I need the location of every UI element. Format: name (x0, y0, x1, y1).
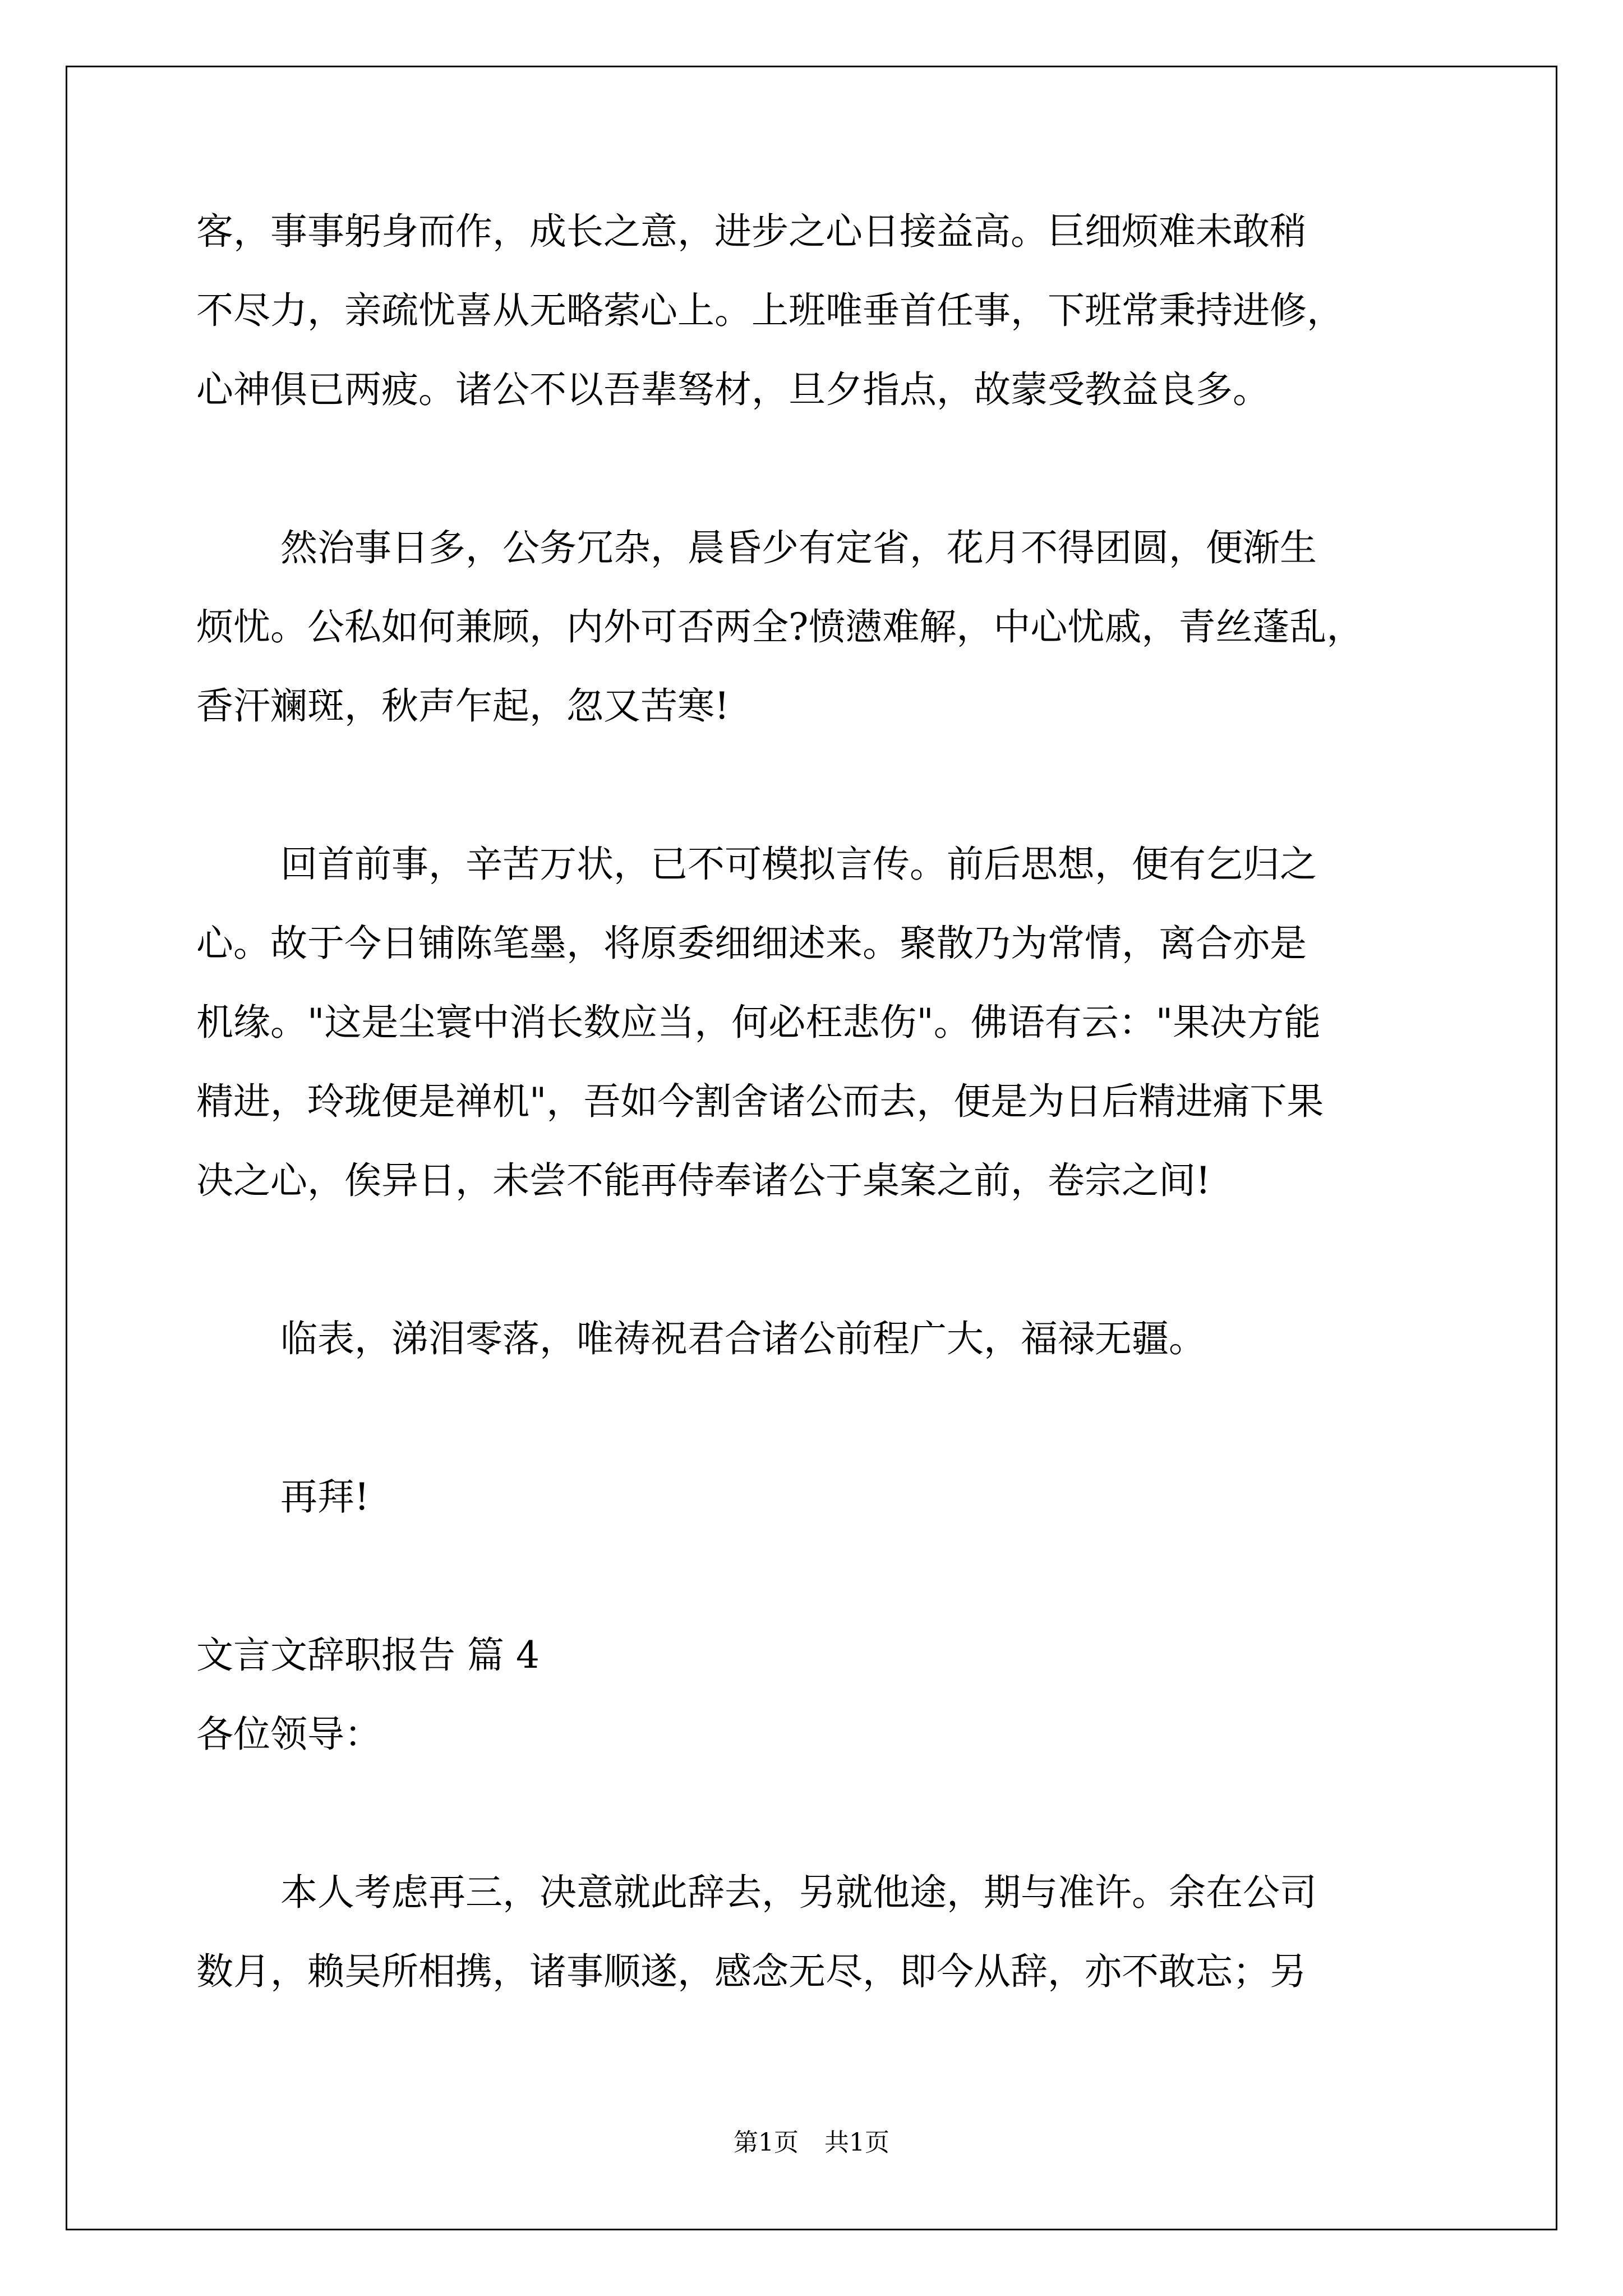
text-line-10: 精进，玲珑便是禅机"，吾如今割舍诸公而去，便是为日后精进痛下果 (196, 1080, 1324, 1123)
text-line-16: 本人考虑再三，决意就此辞去，另就他途，期与准许。余在公司 (280, 1871, 1317, 1914)
text-line-12: 临表，涕泪零落，唯祷祝君合诸公前程广大，福禄无疆。 (280, 1317, 1206, 1360)
text-line-1: 客，事事躬身而作，成长之意，进步之心日接益高。巨细烦难未敢稍 (196, 210, 1307, 253)
text-line-3: 心神俱已两疲。诸公不以吾辈驽材，旦夕指点，故蒙受教益良多。 (196, 368, 1270, 411)
text-line-17: 数月，赖吴所相携，诸事顺遂，感念无尽，即今从辞，亦不敢忘；另 (196, 1950, 1307, 1993)
text-line-8: 心。故于今日铺陈笔墨，将原委细细述来。聚散乃为常情，离合亦是 (196, 922, 1307, 965)
text-line-5: 烦忧。公私如何兼顾，内外可否两全?愤懑难解，中心忧戚，青丝蓬乱， (196, 605, 1364, 648)
text-line-6: 香汗斓斑，秋声乍起，忽又苦寒! (196, 684, 730, 728)
page-number: 第1页 (734, 2128, 799, 2157)
section-heading: 文言文辞职报告 篇 4 (196, 1634, 540, 1677)
page-total: 共1页 (824, 2128, 889, 2157)
text-line-7: 回首前事，辛苦万状，已不可模拟言传。前后思想，便有乞归之 (280, 843, 1317, 886)
text-line-11: 决之心，俟异日，未尝不能再侍奉诸公于桌案之前，卷宗之间! (196, 1159, 1211, 1202)
text-line-9: 机缘。"这是尘寰中消长数应当，何必枉悲伤"。佛语有云："果决方能 (196, 1001, 1321, 1044)
text-line-13: 再拜! (280, 1475, 370, 1519)
salutation: 各位领导： (196, 1713, 381, 1756)
text-line-4: 然治事日多，公务冗杂，晨昏少有定省，花月不得团圆，便渐生 (280, 526, 1317, 569)
text-line-2: 不尽力，亲疏忧喜从无略萦心上。上班唯垂首任事，下班常秉持进修， (196, 289, 1344, 332)
page-footer (0, 2128, 1623, 2157)
